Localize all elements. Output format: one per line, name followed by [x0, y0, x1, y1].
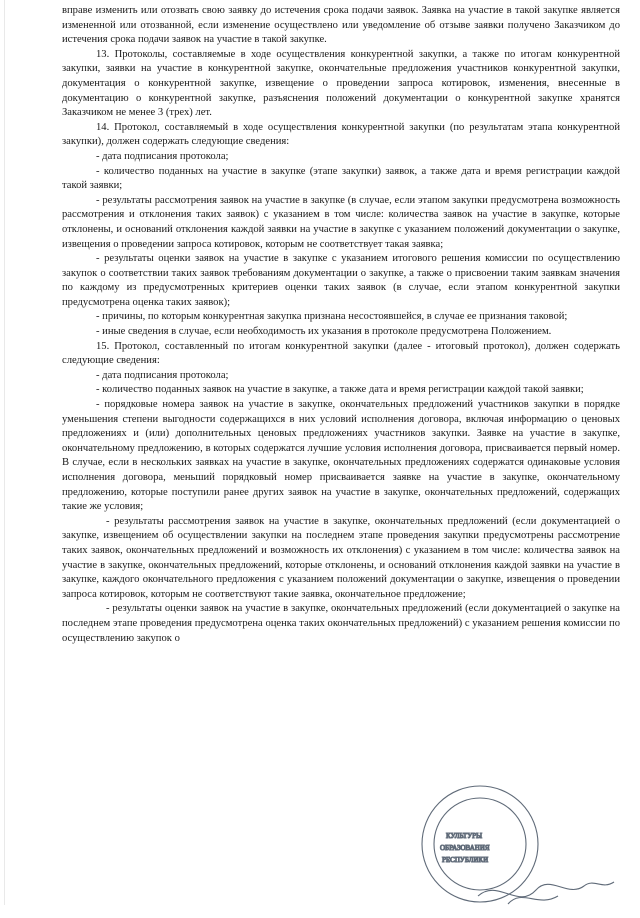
- organization-seal: [418, 778, 618, 918]
- seal-inner-ring: [434, 798, 526, 890]
- paragraph: - результаты рассмотрения заявок на участие в закупке, окончательных предложений (если документацией о закупке, извещением об осуществлении закупки на последнем этапе проведения закупки предусмотрены рассмотрение таких заявок, окончательных предложений и возможность их отклонения) с указанием в том числе: количества заявок на участие в закупке, окончательных предложений, которые отклонены, и оснований отклонения каждой заявки на участие в закупке, каждого окончательного предложения с указанием положений документации о закупке, извещения о проведении запроса котировок, которым не соответствуют такие заявка, окончательное предложение;: [62, 515, 620, 600]
- paragraph: - дата подписания протокола;: [96, 369, 229, 381]
- paragraph: - результаты оценки заявок на участие в закупке, окончательных предложений (если документацией о закупке на последнем этапе проведения предусмотрена оценка таких окончательных предложений) с указанием решения комиссии по осуществлению закупок о: [62, 603, 620, 644]
- paragraph: 13. Протоколы, составляемые в ходе осуществления конкурентной закупки, а также по итогам конкурентной закупки, заявки на участие в конкурентной закупке, окончательные предложения участников конкурентной закупки, документация о конкурентной закупке, извещение о проведении запроса котировок, изменения, внесенные в документацию о конкурентной закупке, разъяснения положений документации о конкурентной закупке хранятся Заказчиком не менее 3 (трех) лет.: [62, 48, 620, 119]
- seal-text-3: РЕСПУБЛИКИ: [442, 856, 489, 864]
- paragraph: - дата подписания протокола;: [96, 150, 229, 162]
- paragraph: - результаты оценки заявок на участие в закупке с указанием итогового решения комиссии по осуществлению закупок о соответствии таких заявок требованиям документации о закупке, а также о присвоении таким заявкам значения по каждому из предусмотренных критериев оценки таких заявок (в случае, если этапом конкурентной закупки предусмотрена оценка таких заявок);: [62, 253, 620, 308]
- signature-stroke-2: [508, 896, 558, 904]
- scan-edge: [4, 0, 5, 905]
- seal-text-1: КУЛЬТУРЫ: [446, 832, 483, 840]
- paragraph: 15. Протокол, составленный по итогам конкурентной закупки (далее - итоговый протокол), должен содержать следующие сведения:: [62, 340, 620, 367]
- paragraph: - порядковые номера заявок на участие в закупке, окончательных предложений участников закупки в порядке уменьшения степени выгодности содержащихся в них условий исполнения договора, включая информацию о ценовых предложениях и (или) дополнительных ценовых предложениях участников закупки. Заявке на участие в закупке, окончательному предложению, в которых содержатся лучшие условия исполнения договора, присваивается первый номер. В случае, если в нескольких заявках на участие в закупке, окончательных предложениях содержатся одинаковые условия исполнения договора, меньший порядковый номер присваивается заявке на участие в закупке, окончательному предложению, которые поступили ранее других заявок на участие в закупке, окончательных предложений, содержащих такие же условия;: [62, 399, 620, 513]
- paragraph: - результаты рассмотрения заявок на участие в закупке (в случае, если этапом закупки предусмотрена возможность рассмотрения и отклонения таких заявок) с указанием в том числе: количества заявок на участие в закупке, которые отклонены, и оснований отклонения каждой заявки на участие в закупке с указанием положений документации о закупке, извещения о проведении запроса котировок, которым не соответствует такая заявка;: [62, 194, 620, 250]
- paragraph: - причины, по которым конкурентная закупка признана несостоявшейся, в случае ее признания таковой;: [96, 311, 568, 323]
- paragraph: вправе изменить или отозвать свою заявку до истечения срока подачи заявок. Заявка на участие в такой закупке является измененной или отозванной, если изменение осуществлено или уведомление об отзыве заявки получено Заказчиком до истечения срока подачи заявок на участие в такой закупке.: [62, 5, 620, 46]
- paragraph: - иные сведения в случае, если необходимость их указания в протоколе предусмотрена Положением.: [96, 326, 552, 338]
- paragraph: - количество поданных заявок на участие в закупке, а также дата и время регистрации каждой такой заявки;: [96, 384, 584, 396]
- seal-outer-ring: [422, 786, 538, 902]
- seal-text-2: ОБРАЗОВАНИЯ: [440, 844, 490, 852]
- paragraph: - количество поданных на участие в закупке (этапе закупки) заявок, а также дата и время регистрации каждой такой заявки;: [62, 165, 620, 192]
- signature-stroke: [478, 882, 614, 897]
- paragraph: 14. Протокол, составляемый в ходе осуществления конкурентной закупки (по результатам этапа конкурентной закупки), должен содержать следующие сведения:: [62, 121, 620, 148]
- document-page: [62, 4, 620, 646]
